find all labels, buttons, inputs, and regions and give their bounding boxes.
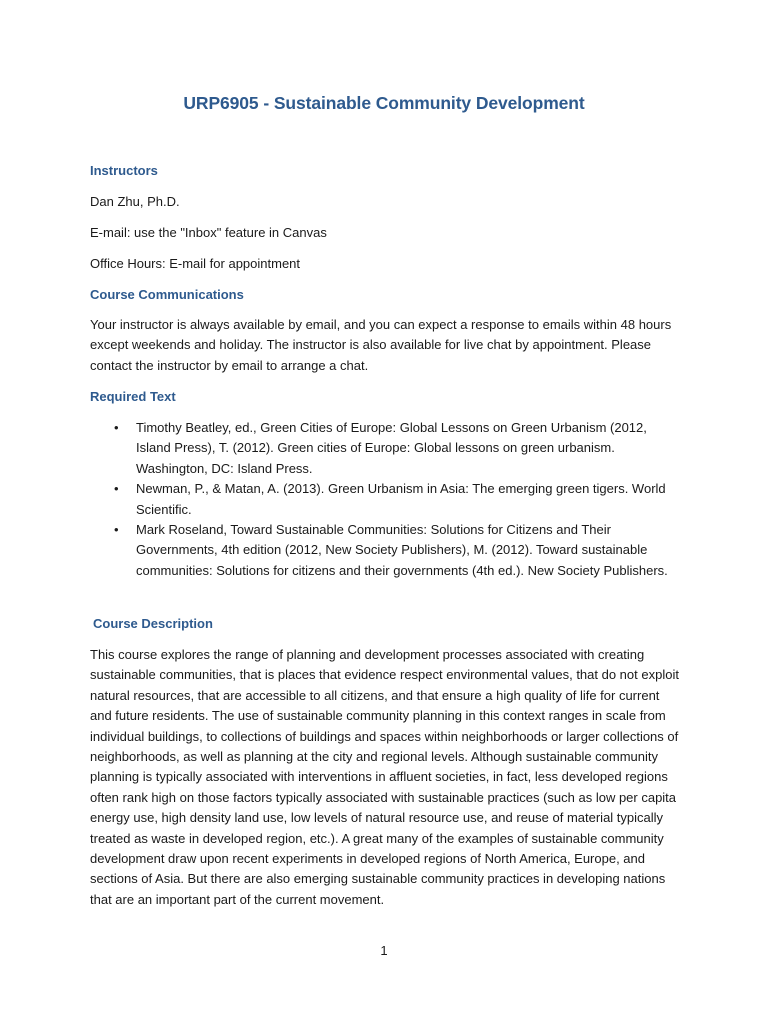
- description-heading: Course Description: [93, 616, 213, 631]
- description-text: This course explores the range of planning and development processes associated with creating sustainable communities, that is places that evidence respect environmental values, that do not exploit natural resources, that are accessible to all citizens, and that ensure a high quality of life for current and future residents. The use of sustainable community planning in this context ranges in scale from individual buildings, to collections of buildings and spaces within neighborhoods or larger collections of neighborhoods, as well as planning at the city and regional levels. Although sustainable community planning is typically associated with interventions in affluent societies, in fact, less developed regions often rank high on those factors typically associated with sustainable practices (such as low per capita energy use, high density land use, low levels of natural resource use, and reuse of material typically treated as waste in developed region, etc.). A great many of the examples of sustainable community development draw upon recent experiments in developed regions of North America, Europe, and sections of Asia. But there are also emerging sustainable community practices in developing nations that are an important part of the current movement.: [90, 647, 679, 907]
- bullet-icon: •: [114, 420, 119, 435]
- office-hours: Office Hours: E-mail for appointment: [90, 256, 301, 271]
- communications-heading: Course Communications: [90, 287, 244, 302]
- required-text-list: [90, 418, 680, 581]
- communications-text: Your instructor is always available by email, and you can expect a response to emails within 48 hours except weekends and holiday. The instructor is also available for live chat by appointment. Please contact the instructor by email to arrange a chat.: [90, 317, 672, 373]
- instructor-email: E-mail: use the "Inbox" feature in Canvas: [90, 225, 327, 240]
- list-item: [90, 520, 680, 581]
- bullet-icon: •: [114, 481, 119, 497]
- list-item: [90, 479, 680, 520]
- instructor-name: Dan Zhu, Ph.D.: [90, 194, 180, 209]
- list-item-text: Mark Roseland, Toward Sustainable Communities: Solutions for Citizens and Their Governments, 4th edition (2012, New Society Publishers), M. (2012). Toward sustainable communities: Solutions for citizens and their governments (4th ed.). New Society Publishers.: [136, 522, 668, 578]
- list-item-text: Newman, P., & Matan, A. (2013). Green Urbanism in Asia: The emerging green tigers. World Scientific.: [136, 481, 666, 517]
- required-text-heading: Required Text: [90, 389, 176, 404]
- bullet-icon: •: [114, 522, 119, 538]
- instructors-heading: Instructors: [90, 163, 158, 178]
- document-title: URP6905 - Sustainable Community Development: [183, 93, 585, 113]
- page-number: 1: [380, 943, 388, 958]
- list-item: [90, 418, 680, 479]
- list-item-text: Timothy Beatley, ed., Green Cities of Europe: Global Lessons on Green Urbanism (2012, Island Press), T. (2012). Green cities of Europe: Global lessons on green urbanism. Washington, DC: Island Press.: [136, 420, 647, 476]
